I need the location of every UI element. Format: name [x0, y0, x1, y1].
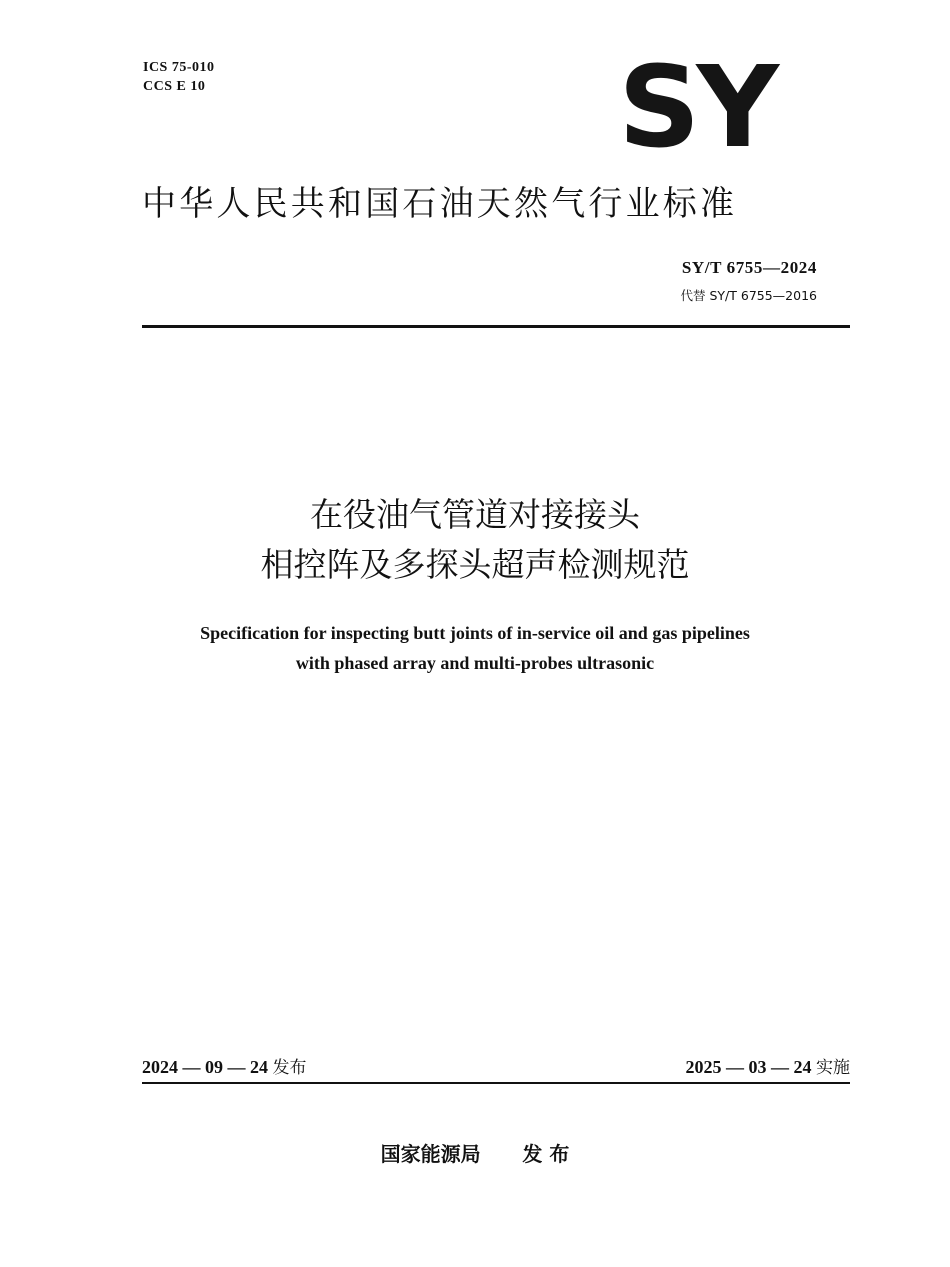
- chinese-title-line-1: 在役油气管道对接接头: [310, 495, 640, 534]
- issuer-action: 发 布: [522, 1142, 570, 1166]
- classification-codes: [143, 58, 215, 96]
- chinese-title-line-2: 相控阵及多探头超声检测规范: [260, 545, 690, 584]
- ics-code: ICS 75-010: [143, 60, 215, 75]
- sy-logo: SY: [618, 43, 775, 173]
- replaces-standard: 代替 SY/T 6755—2016: [680, 288, 817, 303]
- implementation-label: 实施: [816, 1058, 850, 1078]
- issue-label: 发布: [272, 1058, 307, 1078]
- issue-date-value: 2024 — 09 — 24: [142, 1057, 268, 1077]
- issuer-name: 国家能源局: [380, 1142, 481, 1166]
- standard-number: SY/T 6755—2024: [681, 258, 817, 277]
- ccs-code: CCS E 10: [143, 79, 206, 94]
- implementation-date-value: 2025 — 03 — 24: [685, 1057, 812, 1077]
- issuing-authority: [0, 1138, 950, 1167]
- header-divider: [142, 325, 850, 328]
- english-title-line-1: Specification for inspecting butt joints of in-service oil and gas pipelines: [200, 623, 750, 643]
- english-title: [0, 618, 950, 678]
- english-title-line-2: with phased array and multi-probes ultrasonic: [295, 653, 655, 673]
- implementation-date: [686, 1053, 851, 1078]
- chinese-title: [0, 490, 950, 590]
- footer-divider: [142, 1082, 850, 1084]
- issue-date: [142, 1053, 307, 1078]
- industry-standard-heading: 中华人民共和国石油天然气行业标准: [142, 184, 738, 224]
